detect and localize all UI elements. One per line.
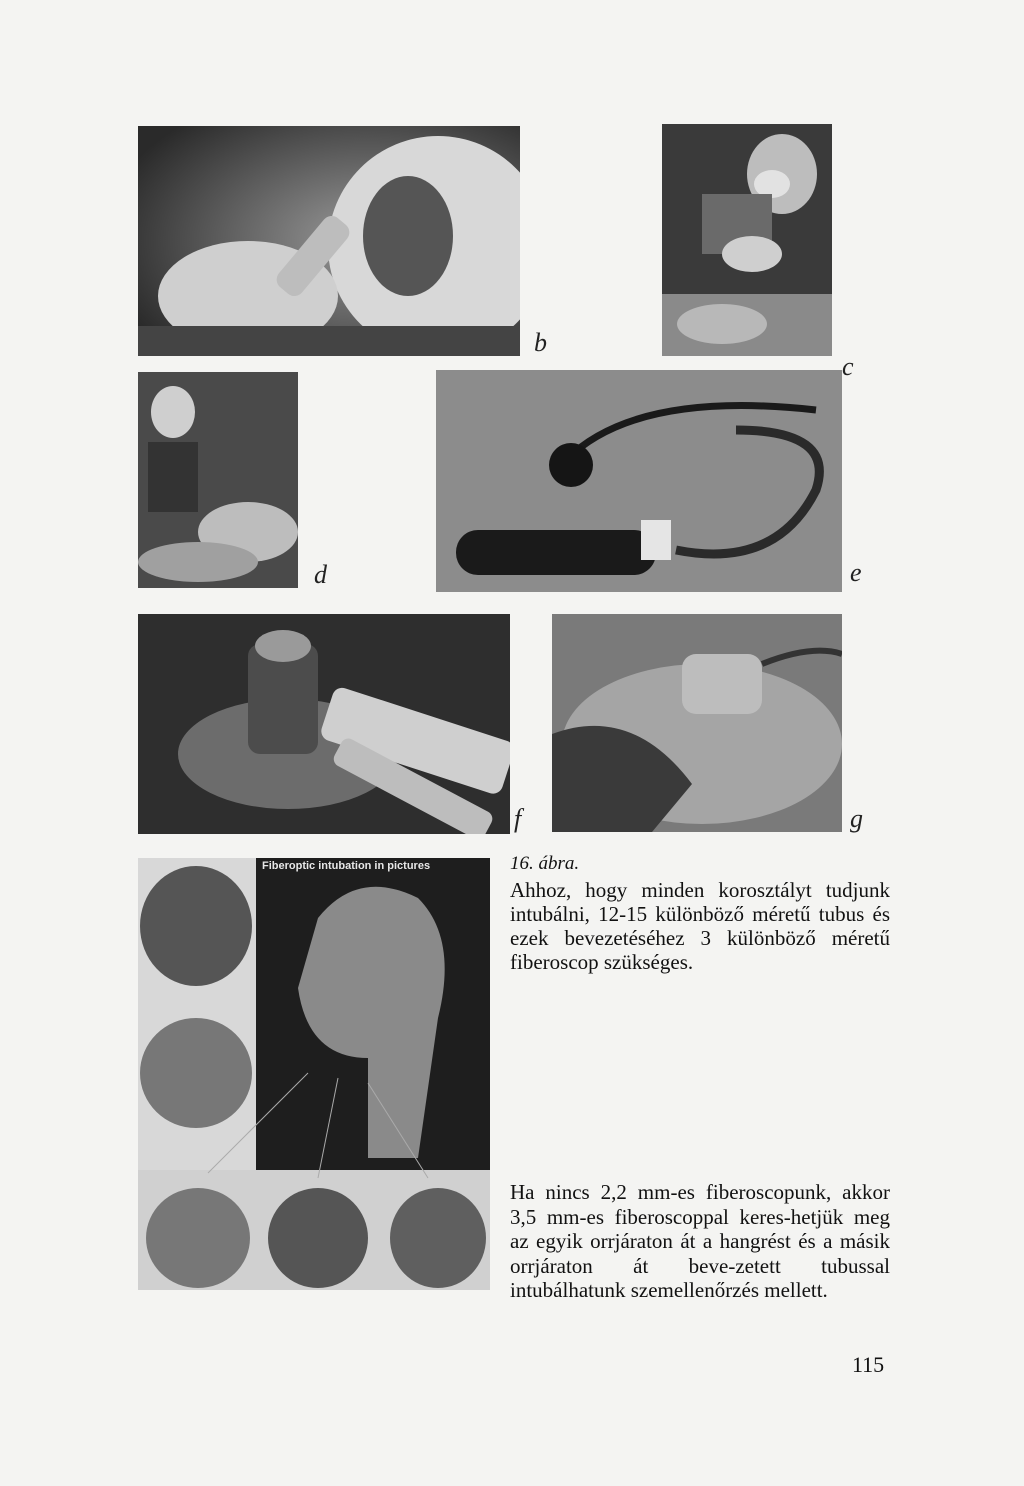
figure-number: 16. ábra. [510, 853, 580, 874]
photo-g-child [552, 614, 842, 832]
photo-c-doctor [662, 124, 832, 356]
label-f: f [514, 804, 522, 833]
label-e: e [850, 558, 862, 587]
photo-f-adapter [138, 614, 510, 834]
label-g: g [850, 804, 863, 833]
body-paragraph: Ha nincs 2,2 mm-es fiberoscopunk, akkor 3,5 mm-es fiberoscoppal keres-hetjük meg az egyik orrjáraton át a hangrést és a másik orrjáraton át beve-zetett tubussal intubálhatunk szemellenőrzés mellett. [510, 1180, 890, 1302]
inset-title: Fiberoptic intubation in pictures [262, 860, 431, 872]
label-d: d [314, 560, 327, 589]
photo-d-procedure [138, 372, 298, 588]
page-number: 115 [852, 1352, 885, 1377]
caption-text: Ahhoz, hogy minden korosztályt tudjunk intubálni, 12-15 különböző méretű tubus és ezek bevezetéséhez 3 különböző méretű fiberoscop szükséges. [510, 878, 890, 974]
label-b: b [534, 328, 547, 357]
label-c: c [842, 352, 854, 381]
photo-a-hand-with-tube [138, 126, 520, 356]
figure-caption [510, 852, 890, 974]
photo-e-fiberscope [436, 370, 842, 592]
inset-fiberoptic-figure [138, 858, 490, 1290]
